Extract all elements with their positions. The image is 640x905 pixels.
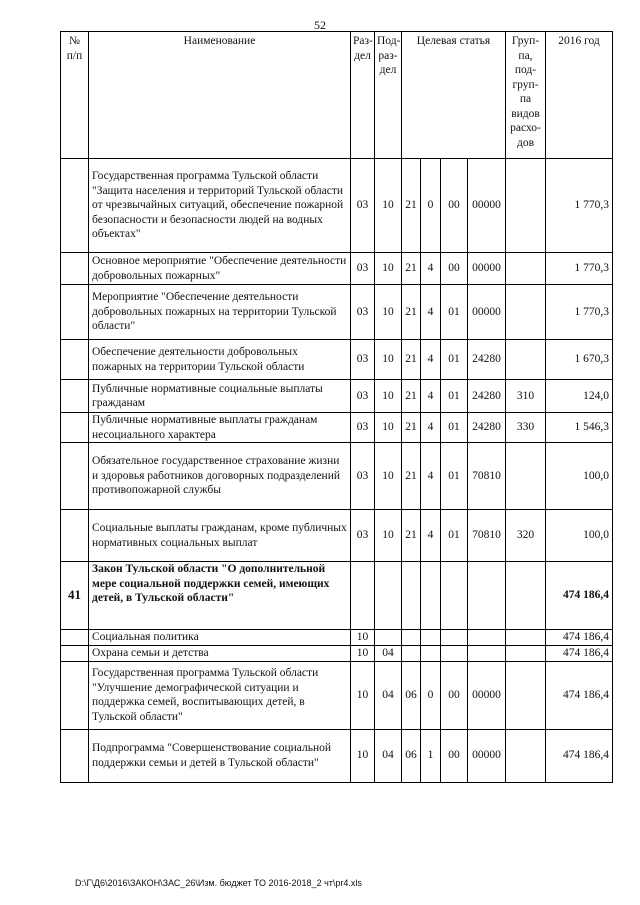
row-target-program: 06 (402, 661, 421, 729)
table-row (61, 661, 613, 729)
row-target-direction: 70810 (468, 443, 506, 510)
row-num (61, 661, 89, 729)
row-podrazdel: 10 (375, 510, 402, 562)
row-target-direction: 00000 (468, 661, 506, 729)
row-razdel: 03 (351, 443, 375, 510)
row-amount-2016: 100,0 (546, 443, 613, 510)
row-expense-group (506, 285, 546, 340)
row-expense-group (506, 661, 546, 729)
row-num (61, 413, 89, 443)
row-target-direction: 24280 (468, 413, 506, 443)
row-target-program: 21 (402, 510, 421, 562)
row-num (61, 729, 89, 782)
row-name: Подпрограмма "Совершенствование социальной поддержки семьи и детей в Тульской области" (89, 729, 351, 782)
row-num (61, 510, 89, 562)
file-path-footer: D:\Г\Д6\2016\ЗАКОН\ЗАС_26\Изм. бюджет ТО 2016-2018_2 чт\pr4.xls (75, 878, 362, 888)
row-num (61, 645, 89, 661)
row-podrazdel: 10 (375, 340, 402, 380)
row-target-program: 21 (402, 443, 421, 510)
row-target-subprogram: 4 (421, 510, 441, 562)
table-row (61, 562, 613, 630)
table-row (61, 510, 613, 562)
row-podrazdel: 10 (375, 253, 402, 285)
row-name: Публичные нормативные выплаты гражданам несоциального характера (89, 413, 351, 443)
row-target-event: 01 (441, 285, 468, 340)
row-target-subprogram: 4 (421, 340, 441, 380)
budget-table (60, 31, 613, 783)
row-razdel: 10 (351, 645, 375, 661)
row-num (61, 159, 89, 253)
row-razdel: 10 (351, 661, 375, 729)
row-target-subprogram: 4 (421, 285, 441, 340)
row-target-direction (468, 630, 506, 646)
row-num (61, 630, 89, 646)
row-amount-2016: 474 186,4 (546, 729, 613, 782)
row-name: Государственная программа Тульской области "Защита населения и территорий Тульской области от чрезвычайных ситуаций, обеспечение пожарной безопасности и безопасности людей на водных объектах" (89, 159, 351, 253)
row-name: Мероприятие "Обеспечение деятельности добровольных пожарных на территории Тульской области" (89, 285, 351, 340)
row-amount-2016: 1 546,3 (546, 413, 613, 443)
row-target-program (402, 562, 421, 630)
row-name: Закон Тульской области "О дополнительной мере социальной поддержки семей, имеющих детей, в Тульской области" (89, 562, 351, 630)
row-razdel: 10 (351, 630, 375, 646)
row-razdel: 10 (351, 729, 375, 782)
row-target-program: 21 (402, 253, 421, 285)
table-row (61, 630, 613, 646)
row-target-direction: 24280 (468, 340, 506, 380)
row-target-event: 00 (441, 159, 468, 253)
row-target-event: 01 (441, 443, 468, 510)
header-razdel: Раз-дел (351, 32, 375, 159)
row-target-program: 21 (402, 285, 421, 340)
row-target-subprogram: 4 (421, 413, 441, 443)
row-amount-2016: 1 770,3 (546, 159, 613, 253)
row-podrazdel (375, 630, 402, 646)
row-expense-group: 310 (506, 380, 546, 413)
row-podrazdel: 10 (375, 285, 402, 340)
row-target-event: 00 (441, 729, 468, 782)
row-podrazdel: 10 (375, 380, 402, 413)
row-target-subprogram: 0 (421, 661, 441, 729)
table-row (61, 340, 613, 380)
row-target-event (441, 562, 468, 630)
table-row (61, 159, 613, 253)
row-target-subprogram: 0 (421, 159, 441, 253)
row-amount-2016: 1 770,3 (546, 253, 613, 285)
row-num: 41 (61, 562, 89, 630)
row-target-direction: 00000 (468, 253, 506, 285)
row-expense-group (506, 253, 546, 285)
row-podrazdel: 04 (375, 645, 402, 661)
row-expense-group (506, 159, 546, 253)
row-target-subprogram: 4 (421, 380, 441, 413)
row-target-subprogram (421, 645, 441, 661)
table-row (61, 443, 613, 510)
row-amount-2016: 100,0 (546, 510, 613, 562)
row-target-subprogram: 4 (421, 253, 441, 285)
row-target-program: 06 (402, 729, 421, 782)
row-target-program: 21 (402, 413, 421, 443)
row-name: Основное мероприятие "Обеспечение деятельности добровольных пожарных" (89, 253, 351, 285)
row-expense-group: 330 (506, 413, 546, 443)
row-name: Государственная программа Тульской области "Улучшение демографической ситуации и поддержка семей, воспитывающих детей, в Тульской области" (89, 661, 351, 729)
row-target-direction (468, 562, 506, 630)
row-amount-2016: 124,0 (546, 380, 613, 413)
row-target-program: 21 (402, 340, 421, 380)
table-row (61, 729, 613, 782)
row-target-event: 01 (441, 413, 468, 443)
row-target-direction: 00000 (468, 159, 506, 253)
table-row (61, 645, 613, 661)
row-num (61, 285, 89, 340)
row-target-event: 00 (441, 661, 468, 729)
row-podrazdel: 10 (375, 159, 402, 253)
row-razdel: 03 (351, 159, 375, 253)
page-number: 52 (314, 18, 326, 32)
row-num (61, 253, 89, 285)
row-podrazdel: 04 (375, 729, 402, 782)
table-row (61, 380, 613, 413)
row-num (61, 340, 89, 380)
header-target: Целевая статья (402, 32, 506, 159)
row-target-subprogram: 4 (421, 443, 441, 510)
row-expense-group (506, 645, 546, 661)
row-num (61, 443, 89, 510)
row-num (61, 380, 89, 413)
table-body (61, 159, 613, 783)
row-expense-group (506, 443, 546, 510)
header-group: Груп-па, под-груп-па видов расхо-дов (506, 32, 546, 159)
row-podrazdel (375, 562, 402, 630)
row-expense-group (506, 729, 546, 782)
row-razdel: 03 (351, 380, 375, 413)
row-expense-group: 320 (506, 510, 546, 562)
row-target-subprogram (421, 630, 441, 646)
row-name: Охрана семьи и детства (89, 645, 351, 661)
row-amount-2016: 474 186,4 (546, 562, 613, 630)
row-target-program: 21 (402, 380, 421, 413)
row-target-program: 21 (402, 159, 421, 253)
header-name: Наименование (89, 32, 351, 159)
row-target-subprogram: 1 (421, 729, 441, 782)
row-podrazdel: 10 (375, 443, 402, 510)
row-name: Публичные нормативные социальные выплаты гражданам (89, 380, 351, 413)
row-name: Социальные выплаты гражданам, кроме публичных нормативных социальных выплат (89, 510, 351, 562)
row-expense-group (506, 340, 546, 380)
row-target-direction: 00000 (468, 285, 506, 340)
row-target-event (441, 630, 468, 646)
row-razdel: 03 (351, 340, 375, 380)
row-expense-group (506, 630, 546, 646)
row-target-program (402, 630, 421, 646)
row-expense-group (506, 562, 546, 630)
row-target-event: 01 (441, 510, 468, 562)
header-num: № п/п (61, 32, 89, 159)
row-name: Обеспечение деятельности добровольных пожарных на территории Тульской области (89, 340, 351, 380)
table-header-row (61, 32, 613, 159)
row-name: Обязательное государственное страхование жизни и здоровья работников договорных подразделений противопожарной службы (89, 443, 351, 510)
row-target-direction: 24280 (468, 380, 506, 413)
row-target-event (441, 645, 468, 661)
header-podrazdel: Под-раз-дел (375, 32, 402, 159)
row-podrazdel: 04 (375, 661, 402, 729)
row-amount-2016: 1 770,3 (546, 285, 613, 340)
row-target-event: 01 (441, 340, 468, 380)
table-row (61, 285, 613, 340)
row-target-event: 00 (441, 253, 468, 285)
row-razdel: 03 (351, 285, 375, 340)
row-target-direction: 70810 (468, 510, 506, 562)
row-target-direction: 00000 (468, 729, 506, 782)
row-razdel: 03 (351, 413, 375, 443)
row-name: Социальная политика (89, 630, 351, 646)
row-amount-2016: 474 186,4 (546, 630, 613, 646)
row-target-program (402, 645, 421, 661)
table-row (61, 413, 613, 443)
table-row (61, 253, 613, 285)
row-target-direction (468, 645, 506, 661)
row-razdel: 03 (351, 253, 375, 285)
row-amount-2016: 1 670,3 (546, 340, 613, 380)
header-year: 2016 год (546, 32, 613, 159)
row-amount-2016: 474 186,4 (546, 645, 613, 661)
row-razdel: 03 (351, 510, 375, 562)
row-amount-2016: 474 186,4 (546, 661, 613, 729)
row-razdel (351, 562, 375, 630)
row-podrazdel: 10 (375, 413, 402, 443)
row-target-subprogram (421, 562, 441, 630)
row-target-event: 01 (441, 380, 468, 413)
